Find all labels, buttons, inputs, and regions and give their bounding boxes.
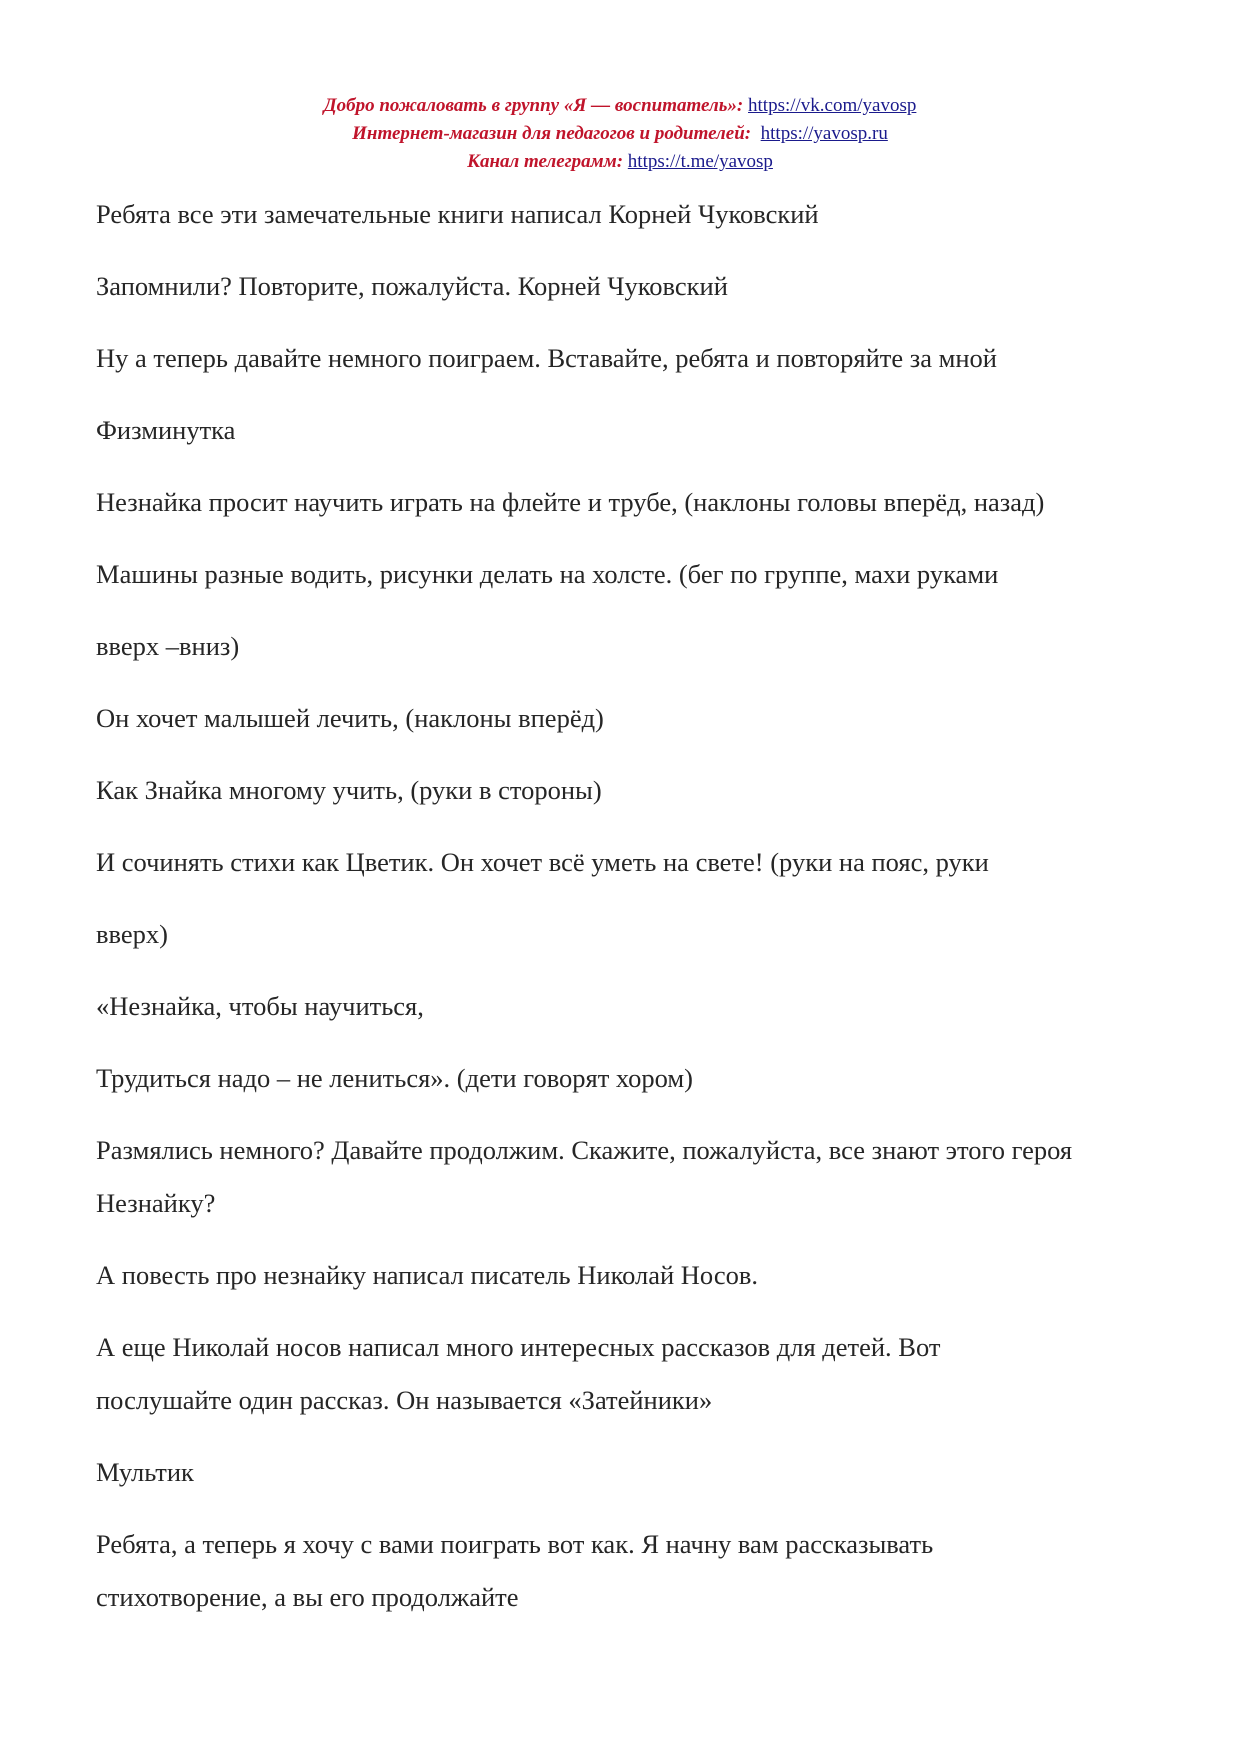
paragraph: Запомнили? Повторите, пожалуйста. Корней Чуковский: [96, 271, 728, 301]
header-label-telegram: Канал телеграмм:: [467, 151, 624, 172]
paragraph: Машины разные водить, рисунки делать на холсте. (бег по группе, махи руками: [96, 559, 999, 589]
page-header: [0, 92, 1240, 176]
section-heading-fizminutka: Физминутка: [96, 415, 236, 445]
paragraph: Размялись немного? Давайте продолжим. Скажите, пожалуйста, все знают этого героя: [96, 1135, 1073, 1165]
paragraph: Ну а теперь давайте немного поиграем. Вставайте, ребята и повторяйте за мной: [96, 343, 997, 373]
paragraph: А повесть про незнайку написал писатель Николай Носов.: [96, 1260, 758, 1290]
header-line-telegram: [0, 148, 1240, 176]
paragraph: вверх –вниз): [96, 631, 240, 661]
paragraph: послушайте один рассказ. Он называется «Затейники»: [96, 1385, 713, 1415]
paragraph: «Незнайка, чтобы научиться,: [96, 991, 424, 1021]
vk-link[interactable]: https://vk.com/yavosp: [748, 95, 917, 116]
paragraph: Ребята, а теперь я хочу с вами поиграть вот как. Я начну вам рассказывать: [96, 1529, 934, 1559]
paragraph: стихотворение, а вы его продолжайте: [96, 1582, 519, 1612]
shop-link[interactable]: https://yavosp.ru: [760, 123, 888, 144]
paragraph: Незнайку?: [96, 1188, 216, 1218]
header-line-vk: [0, 92, 1240, 120]
section-heading-multik: Мультик: [96, 1457, 194, 1487]
paragraph: вверх): [96, 919, 168, 949]
paragraph: А еще Николай носов написал много интересных рассказов для детей. Вот: [96, 1332, 941, 1362]
header-label-shop: Интернет-магазин для педагогов и родителей:: [352, 123, 752, 144]
header-line-shop: [0, 120, 1240, 148]
paragraph: Он хочет малышей лечить, (наклоны вперёд): [96, 703, 604, 733]
paragraph: И сочинять стихи как Цветик. Он хочет всё уметь на свете! (руки на пояс, руки: [96, 847, 989, 877]
paragraph: Как Знайка многому учить, (руки в стороны): [96, 775, 602, 805]
paragraph: Трудиться надо – не лениться». (дети говорят хором): [96, 1063, 694, 1093]
paragraph: Ребята все эти замечательные книги написал Корней Чуковский: [96, 199, 819, 229]
telegram-link[interactable]: https://t.me/yavosp: [627, 151, 773, 172]
paragraph: Незнайка просит научить играть на флейте и трубе, (наклоны головы вперёд, назад): [96, 487, 1045, 517]
header-label-vk: Добро пожаловать в группу «Я — воспитатель»:: [323, 95, 744, 116]
